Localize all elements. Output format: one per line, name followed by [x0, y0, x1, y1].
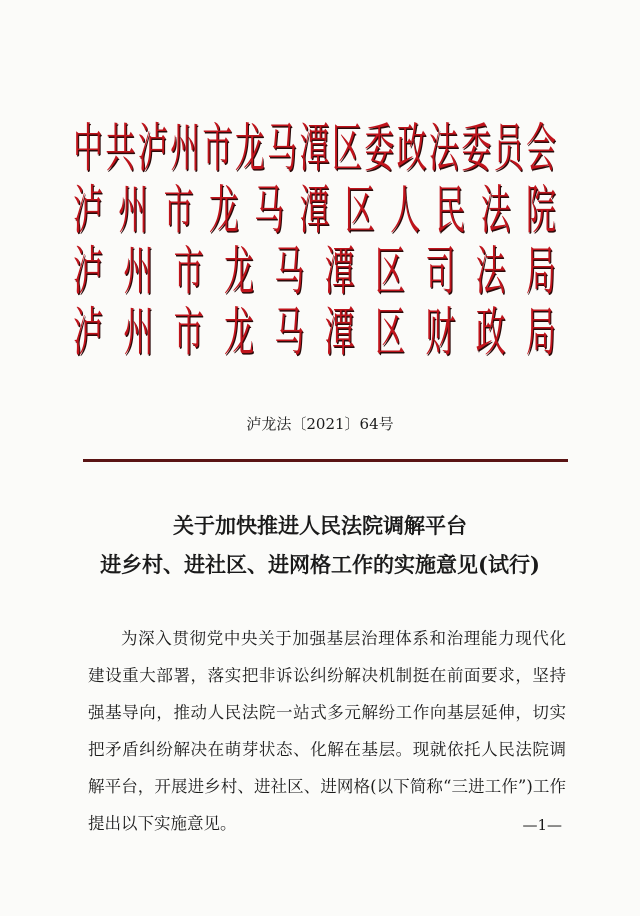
issuer-name: 中共泸州市龙马潭区委政法委员会	[73, 118, 556, 180]
issuer-line-2	[73, 180, 556, 244]
issuer-name: 泸州市龙马潭区财政局	[73, 302, 556, 364]
issuer-line-1	[73, 118, 556, 182]
page-number: —1—	[522, 816, 562, 834]
document-title-line-1: 关于加快推进人民法院调解平台	[173, 513, 467, 538]
body-paragraph: 为深入贯彻党中央关于加强基层治理体系和治理能力现代化建设重大部署，落实把非诉讼纠纷解决机制挺在前面要求，坚持强基导向，推动人民法院一站式多元解纷工作向基层延伸，切实把矛盾纠纷解决在萌芽状态、化解在基层。现就依托人民法院调解平台，开展进乡村、进社区、进网格(以下简称“三进工作”)工作提出以下实施意见。	[88, 629, 566, 833]
issuer-line-4	[73, 302, 556, 366]
issuer-line-3	[73, 241, 556, 305]
document-title-line-2: 进乡村、进社区、进网格工作的实施意见(试行)	[100, 552, 540, 577]
issuer-name: 泸州市龙马潭区司法局	[73, 241, 556, 303]
document-number: 泸龙法〔2021〕64号	[246, 415, 394, 433]
header-divider	[83, 459, 568, 462]
issuer-name: 泸州市龙马潭区人民法院	[73, 180, 556, 242]
